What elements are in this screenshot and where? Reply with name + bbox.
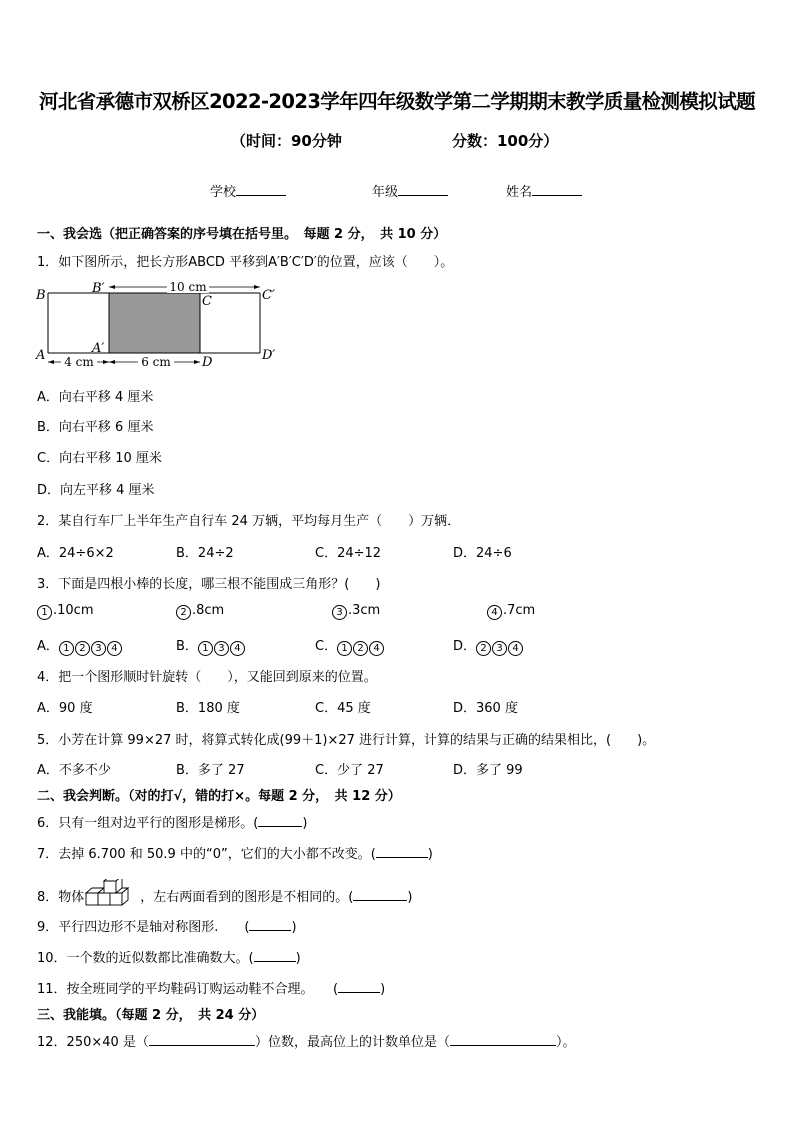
q4-option-a[interactable]: A．90 度	[37, 701, 93, 716]
close-paren: )	[302, 816, 308, 831]
circled-number: 3	[214, 641, 229, 656]
question-text: ）位数，最高位上的计数单位是（	[254, 1035, 450, 1050]
stick-length: .10cm	[53, 603, 94, 618]
label-A-prime: A′	[92, 341, 105, 356]
circled-number: 4	[230, 641, 245, 656]
name-label: 姓名	[506, 185, 533, 200]
circled-number: 2	[476, 641, 491, 656]
section-3-heading: 三、我能填。（每题 2 分， 共 24 分）	[37, 1008, 265, 1023]
q4-option-b[interactable]: B．180 度	[176, 701, 240, 716]
question-text: 11．按全班同学的平均鞋码订购运动鞋不合理。 (	[37, 982, 339, 997]
question-2: 2．某自行车厂上半年生产自行车 24 万辆，平均每月生产（ ）万辆．	[37, 514, 461, 529]
circled-number: 1	[37, 605, 52, 620]
label-B: B	[36, 288, 46, 303]
q4-option-c[interactable]: C．45 度	[315, 701, 371, 716]
option-letter: B．	[176, 639, 198, 654]
grade-field	[372, 181, 448, 200]
q5-option-a[interactable]: A．不多不少	[37, 763, 111, 778]
circled-number: 3	[332, 605, 347, 620]
question-12	[37, 1031, 575, 1050]
answer-blank[interactable]	[376, 846, 428, 858]
question-text: ）。	[555, 1035, 576, 1050]
circled-number: 2	[176, 605, 191, 620]
stick-length: .3cm	[348, 603, 381, 618]
question-11	[37, 978, 385, 997]
q5-option-c[interactable]: C．少了 27	[315, 763, 384, 778]
close-paren: )	[427, 847, 433, 862]
translation-figure	[34, 280, 284, 372]
option-letter: C．	[315, 639, 338, 654]
section-2-heading: 二、我会判断。（对的打√，错的打×。每题 2 分， 共 12 分）	[37, 789, 401, 804]
q5-option-d[interactable]: D．多了 99	[453, 763, 523, 778]
stick-length: .7cm	[503, 603, 536, 618]
question-7	[37, 843, 433, 862]
page-title: 河北省承德市双桥区2022-2023学年四年级数学第二学期期末教学质量检测模拟试题	[38, 90, 756, 113]
circled-number: 1	[59, 641, 74, 656]
label-B-prime: B′	[92, 281, 105, 296]
dim-top-label: 10 cm	[169, 280, 207, 294]
question-4: 4．把一个图形顺时针旋转（ ），又能回到原来的位置。	[37, 670, 377, 685]
label-C-prime: C′	[262, 288, 275, 303]
label-D-prime: D′	[262, 348, 276, 363]
question-9	[37, 916, 297, 935]
q1-option-c[interactable]: C．向右平移 10 厘米	[37, 451, 162, 466]
question-3: 3．下面是四根小棒的长度，哪三根不能围成三角形？( )	[37, 577, 381, 592]
q3-option-a[interactable]	[37, 635, 123, 656]
shaded-rectangle	[109, 293, 200, 353]
circled-number: 1	[337, 641, 352, 656]
question-text: 7．去掉 6.700 和 50.9 中的“0”，它们的大小都不改变。(	[37, 847, 376, 862]
stick-4	[487, 603, 535, 620]
circled-number: 4	[107, 641, 122, 656]
cubes-icon	[84, 879, 140, 909]
circled-number: 3	[492, 641, 507, 656]
exam-time: （时间：90分钟	[231, 132, 342, 150]
q1-option-a[interactable]: A．向右平移 4 厘米	[37, 390, 154, 405]
question-text: 10．一个数的近似数都比准确数大。(	[37, 951, 254, 966]
q1-option-b[interactable]: B．向右平移 6 厘米	[37, 420, 154, 435]
section-1-heading: 一、我会选（把正确答案的序号填在括号里。 每题 2 分， 共 10 分）	[37, 227, 447, 242]
stick-3	[332, 603, 380, 620]
answer-blank[interactable]	[338, 981, 380, 993]
answer-blank[interactable]	[249, 919, 291, 931]
school-field	[210, 181, 286, 200]
name-field	[506, 181, 582, 200]
school-label: 学校	[210, 185, 237, 200]
grade-blank[interactable]	[398, 183, 448, 196]
question-5: 5．小芳在计算 99×27 时，将算式转化成(99＋1)×27 进行计算，计算的结果与正确的结果相比，( )。	[37, 733, 656, 748]
question-text: 8．物体	[37, 890, 85, 905]
circled-number: 2	[75, 641, 90, 656]
question-text: 12．250×40 是（	[37, 1035, 149, 1050]
stick-length: .8cm	[192, 603, 225, 618]
name-blank[interactable]	[532, 183, 582, 196]
q2-option-d[interactable]: D．24÷6	[453, 546, 512, 561]
stick-1	[37, 603, 94, 620]
circled-number: 1	[198, 641, 213, 656]
q4-option-d[interactable]: D．360 度	[453, 701, 518, 716]
answer-blank[interactable]	[149, 1034, 255, 1046]
close-paren: )	[407, 890, 413, 905]
close-paren: )	[295, 951, 301, 966]
dim-left-label: 4 cm	[64, 355, 94, 369]
label-A: A	[36, 348, 46, 363]
q5-option-b[interactable]: B．多了 27	[176, 763, 245, 778]
answer-blank[interactable]	[254, 950, 296, 962]
label-D: D	[202, 355, 213, 370]
question-text: 6．只有一组对边平行的图形是梯形。(	[37, 816, 259, 831]
option-letter: D．	[453, 639, 477, 654]
q2-option-b[interactable]: B．24÷2	[176, 546, 234, 561]
circled-number: 2	[353, 641, 368, 656]
close-paren: )	[291, 920, 297, 935]
circled-number: 4	[508, 641, 523, 656]
question-text: 9．平行四边形不是轴对称图形. (	[37, 920, 250, 935]
question-8	[37, 879, 412, 909]
stick-2	[176, 603, 224, 620]
circled-number: 4	[369, 641, 384, 656]
answer-blank[interactable]	[450, 1034, 556, 1046]
q3-option-c[interactable]	[315, 635, 385, 656]
q3-option-b[interactable]	[176, 635, 246, 656]
label-C: C	[202, 294, 212, 309]
school-blank[interactable]	[236, 183, 286, 196]
q2-option-c[interactable]: C．24÷12	[315, 546, 382, 561]
exam-score: 分数：100分）	[452, 132, 559, 150]
question-1: 1．如下图所示，把长方形ABCD 平移到A′B′C′D′的位置，应该（ ）。	[37, 255, 454, 270]
question-6	[37, 812, 307, 831]
close-paren: )	[380, 982, 386, 997]
grade-label: 年级	[372, 185, 399, 200]
question-text: ，左右两面看到的图形是不相同的。(	[140, 890, 354, 905]
q3-option-d[interactable]	[453, 635, 524, 656]
q1-option-d[interactable]: D．向左平移 4 厘米	[37, 483, 155, 498]
question-10	[37, 947, 301, 966]
circled-number: 3	[91, 641, 106, 656]
q2-option-a[interactable]: A．24÷6×2	[37, 546, 114, 561]
option-letter: A．	[37, 639, 59, 654]
circled-number: 4	[487, 605, 502, 620]
answer-blank[interactable]	[258, 815, 302, 827]
dim-mid-label: 6 cm	[141, 355, 171, 369]
answer-blank[interactable]	[353, 889, 407, 901]
